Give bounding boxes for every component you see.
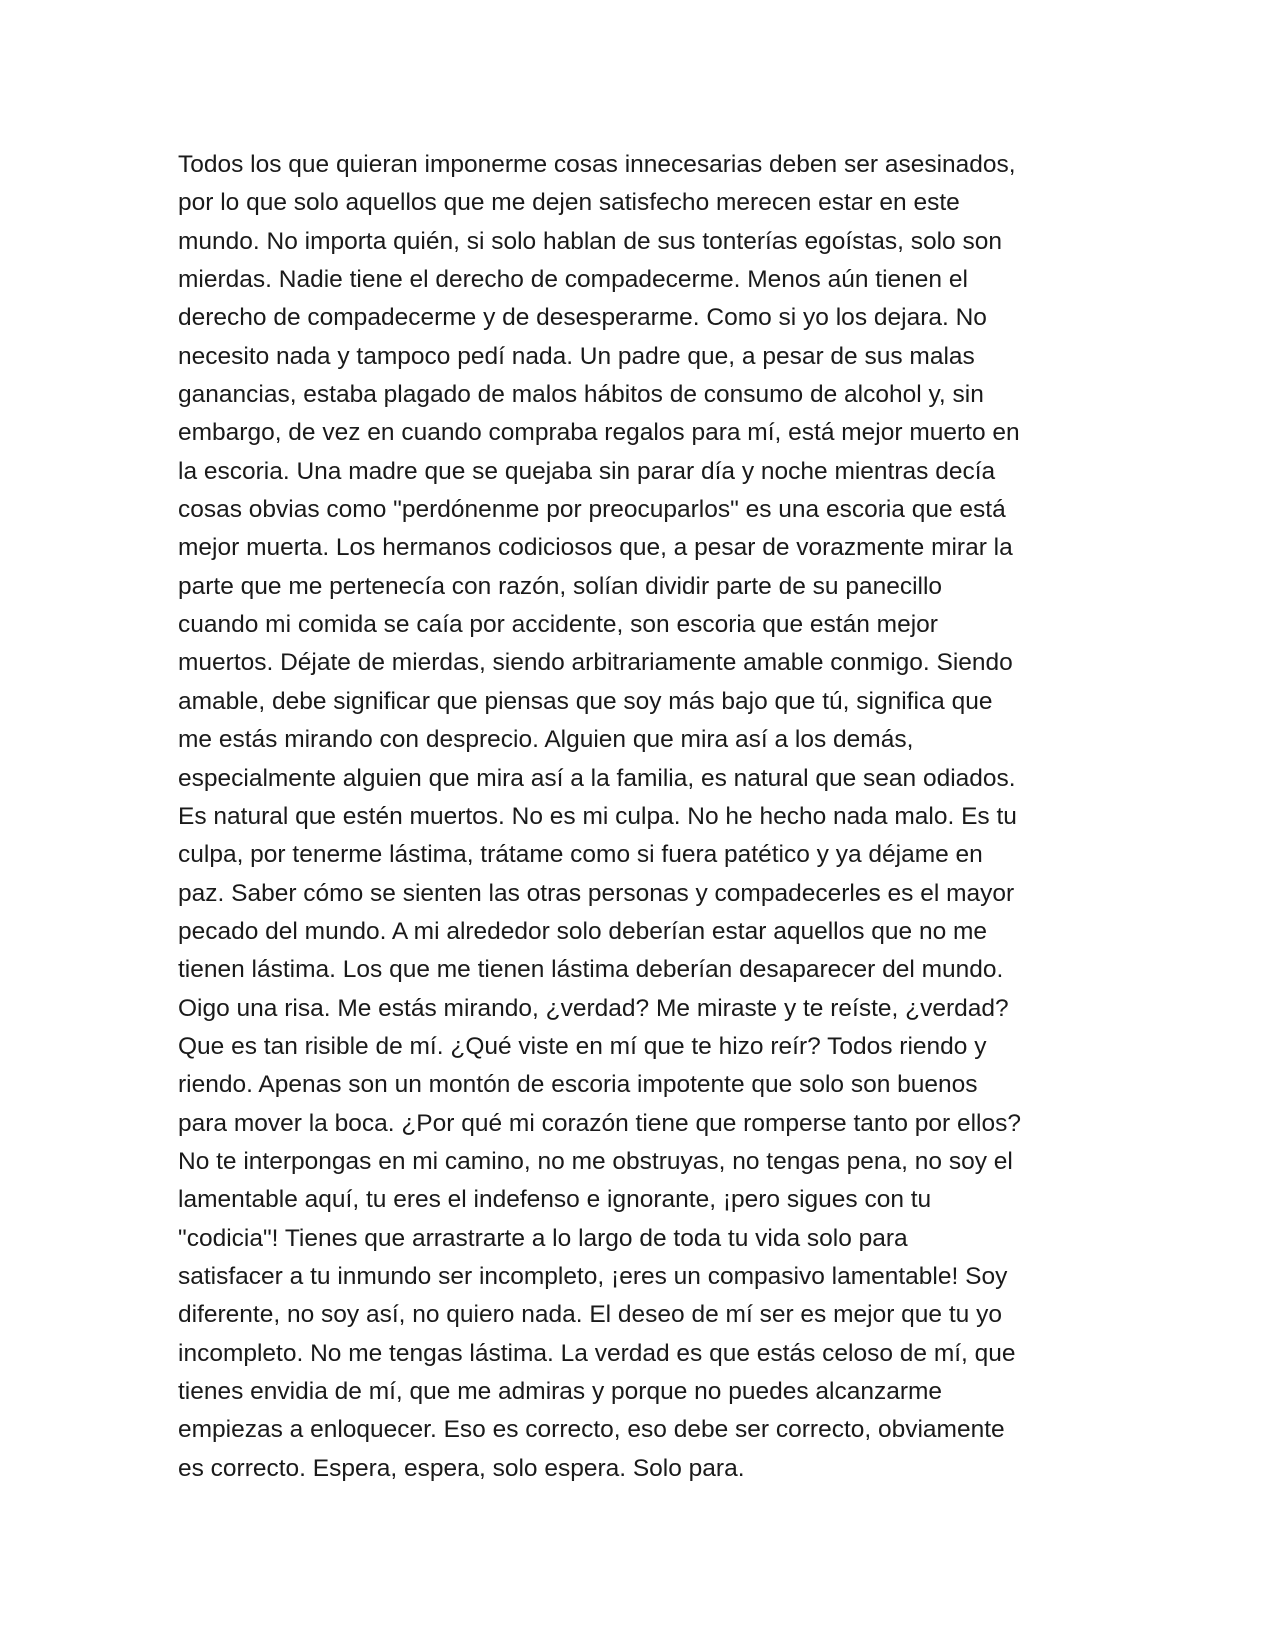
text-line: la escoria. Una madre que se quejaba sin parar día y noche mientras decía (178, 457, 996, 485)
text-line: culpa, por tenerme lástima, trátame como si fuera patético y ya déjame en (178, 841, 983, 869)
text-line: mundo. No importa quién, si solo hablan de sus tonterías egoístas, solo son (178, 227, 1002, 255)
text-line: cuando mi comida se caía por accidente, son escoria que están mejor (178, 611, 938, 639)
text-line: parte que me pertenecía con razón, solían dividir parte de su panecillo (178, 572, 943, 600)
text-line: por lo que solo aquellos que me dejen satisfecho merecen estar en este (178, 189, 960, 217)
text-line: paz. Saber cómo se sienten las otras personas y compadecerles es el mayor (178, 879, 1015, 907)
text-line: diferente, no soy así, no quiero nada. El deseo de mí ser es mejor que tu yo (178, 1301, 1002, 1329)
text-line: mejor muerta. Los hermanos codiciosos que, a pesar de vorazmente mirar la (178, 534, 1013, 562)
text-line: es correcto. Espera, espera, solo espera. Solo para. (178, 1454, 745, 1482)
text-line: muertos. Déjate de mierdas, siendo arbitrariamente amable conmigo. Siendo (178, 649, 1013, 677)
text-line: lamentable aquí, tu eres el indefenso e ignorante, ¡pero sigues con tu (178, 1186, 932, 1214)
text-line: tienen lástima. Los que me tienen lástima deberían desaparecer del mundo. (178, 956, 1004, 984)
text-line: ganancias, estaba plagado de malos hábitos de consumo de alcohol y, sin (178, 381, 984, 409)
text-line: satisfacer a tu inmundo ser incompleto, ¡eres un compasivo lamentable! Soy (178, 1262, 1008, 1290)
text-line: cosas obvias como "perdónenme por preocuparlos" es una escoria que está (178, 496, 1006, 524)
text-line: "codicia"! Tienes que arrastrarte a lo largo de toda tu vida solo para (178, 1224, 908, 1252)
text-line: empiezas a enloquecer. Eso es correcto, eso debe ser correcto, obviamente (178, 1416, 1005, 1444)
text-line: pecado del mundo. A mi alrededor solo deberían estar aquellos que no me (178, 917, 988, 945)
text-line: embargo, de vez en cuando compraba regalos para mí, está mejor muerto en (178, 419, 1020, 447)
text-line: necesito nada y tampoco pedí nada. Un padre que, a pesar de sus malas (178, 342, 975, 370)
body-paragraph (178, 146, 1178, 1488)
text-line: amable, debe significar que piensas que soy más bajo que tú, significa que (178, 687, 993, 715)
text-line: incompleto. No me tengas lástima. La verdad es que estás celoso de mí, que (178, 1339, 1016, 1367)
text-line: especialmente alguien que mira así a la familia, es natural que sean odiados. (178, 764, 1016, 792)
text-line: mierdas. Nadie tiene el derecho de compadecerme. Menos aún tienen el (178, 266, 968, 294)
text-line: Todos los que quieran imponerme cosas innecesarias deben ser asesinados, (178, 151, 1016, 178)
text-line: No te interpongas en mi camino, no me obstruyas, no tengas pena, no soy el (178, 1147, 1013, 1175)
text-line: derecho de compadecerme y de desesperarme. Como si yo los dejara. No (178, 304, 987, 332)
text-line: tienes envidia de mí, que me admiras y porque no puedes alcanzarme (178, 1378, 943, 1405)
text-line: para mover la boca. ¿Por qué mi corazón tiene que romperse tanto por ellos? (178, 1109, 1021, 1137)
text-line: me estás mirando con desprecio. Alguien que mira así a los demás, (178, 726, 914, 754)
text-line: Oigo una risa. Me estás mirando, ¿verdad? Me miraste y te reíste, ¿verdad? (178, 994, 1009, 1022)
text-line: riendo. Apenas son un montón de escoria impotente que solo son buenos (178, 1071, 978, 1099)
text-line: Que es tan risible de mí. ¿Qué viste en mí que te hizo reír? Todos riendo y (178, 1032, 987, 1060)
text-line: Es natural que estén muertos. No es mi culpa. No he hecho nada malo. Es tu (178, 802, 1017, 830)
